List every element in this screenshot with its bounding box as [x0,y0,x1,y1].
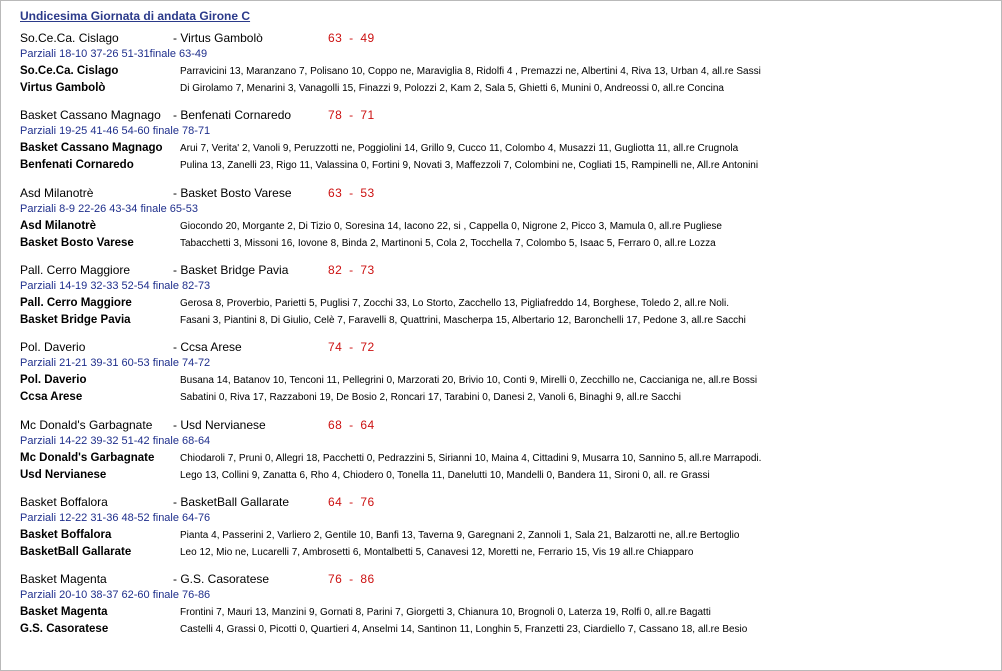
away-team-label: - Benfenati Cornaredo [173,108,292,123]
away-team-label: - G.S. Casoratese [173,572,270,587]
partial-scores: Parziali 8-9 22-26 43-34 finale 65-53 [20,202,198,215]
away-roster-team: Basket Bosto Varese [20,236,134,249]
match-score [328,418,375,432]
match-block [20,108,980,184]
partial-scores: Parziali 18-10 37-26 51-31finale 63-49 [20,48,208,60]
away-roster-team: Basket Bridge Pavia [20,313,131,326]
away-roster-players: Fasani 3, Piantini 8, Di Giulio, Celè 7, Faravelli 8, Quattrini, Mascherpa 15, Albertario 12, Baronchelli 17, Pedone 3, all.re Sacchi [180,314,746,326]
home-roster-players: Parravicini 13, Maranzano 7, Polisano 10, Coppo ne, Maraviglia 8, Ridolfi 4 , Premazzi ne, Albertini 4, Riva 13, Urban 4, all.re Sassi [180,66,761,77]
away-roster-team: Benfenati Cornaredo [20,159,134,172]
home-team-label: Mc Donald's Garbagnate [20,417,153,432]
away-score: 53 [360,185,375,200]
partial-scores: Parziali 14-19 32-33 52-54 finale 82-73 [20,279,211,292]
score-separator: - [349,262,354,277]
away-roster-players: Tabacchetti 3, Missoni 16, Iovone 8, Binda 2, Martinoni 5, Cola 2, Tocchella 7, Colombo 5, Isaac 5, Ferraro 0, all.re Lozza [180,237,716,249]
away-roster-players: Castelli 4, Grassi 0, Picotti 0, Quartieri 4, Anselmi 14, Santinon 11, Longhin 5, Franzetti 23, Ciardiello 7, Cassano 18, all.re Besio [180,624,748,636]
home-score: 74 [328,340,343,355]
score-separator: - [349,572,354,587]
home-roster-players: Chiodaroli 7, Pruni 0, Allegri 18, Pacchetti 0, Pedrazzini 5, Sirianni 10, Maina 4, Cittadini 9, Musarra 10, Sannino 5, all.re Marrapodi. [180,452,762,464]
home-score: 63 [328,185,343,200]
match-score [328,31,375,45]
home-team-label: Basket Cassano Magnago [20,108,161,123]
score-separator: - [349,108,354,123]
match-score [328,340,375,354]
home-roster-players: Pianta 4, Passerini 2, Varliero 2, Gentile 10, Banfi 13, Taverna 9, Garegnani 2, Zannoli 1, Sala 21, Balzarotti ne, all.re Bertoglio [180,529,740,541]
score-separator: - [349,417,354,432]
away-team-label: - Basket Bosto Varese [173,185,292,200]
match-block [20,263,980,339]
home-roster-players: Busana 14, Batanov 10, Tenconi 11, Pellegrini 0, Marzorati 20, Brivio 10, Conti 9, Mirelli 0, Zecchillo ne, Caccianiga ne, all.re Bossi [180,375,758,387]
partial-scores: Parziali 19-25 41-46 54-60 finale 78-71 [20,125,211,138]
home-roster-team: Basket Magenta [20,606,108,619]
home-team-label: Pol. Daverio [20,340,86,355]
away-roster-team: Virtus Gambolò [20,82,106,94]
home-score: 78 [328,108,343,123]
match-block [20,495,980,571]
home-team-label: Pall. Cerro Maggiore [20,262,131,277]
home-score: 82 [328,262,343,277]
home-roster-team: Basket Boffalora [20,528,112,541]
match-block [20,418,980,494]
home-roster-players: Arui 7, Verita' 2, Vanoli 9, Peruzzotti ne, Poggiolini 14, Grillo 9, Cucco 11, Colombo 4, Musazzi 11, Gugliotta 11, all.re Crugnola [180,143,739,155]
away-roster-players: Di Girolamo 7, Menarini 3, Vanagolli 15, Finazzi 9, Polozzi 2, Kam 2, Sala 5, Ghietti 6, Munini 0, Andreossi 0, all.re Concina [180,83,724,94]
partial-scores: Parziali 20-10 38-37 62-60 finale 76-86 [20,589,211,602]
away-team-label: - Basket Bridge Pavia [173,262,289,277]
page-title[interactable]: Undicesima Giornata di andata Girone C [20,9,251,23]
away-score: 71 [360,108,375,123]
away-roster-team: Usd Nervianese [20,468,107,481]
home-roster-team: Mc Donald's Garbagnate [20,451,155,464]
partial-scores: Parziali 21-21 39-31 60-53 finale 74-72 [20,357,211,370]
home-roster-team: Basket Cassano Magnago [20,142,163,155]
away-score: 86 [360,572,375,587]
away-team-label: - Usd Nervianese [173,417,266,432]
home-roster-players: Gerosa 8, Proverbio, Parietti 5, Puglisi 7, Zocchi 33, Lo Storto, Zacchello 13, Pigliafreddo 14, Borghese, Toledo 2, all.re Noli. [180,297,729,309]
away-score: 73 [360,262,375,277]
away-roster-team: Ccsa Arese [20,391,83,404]
match-block [20,186,980,262]
away-roster-players: Lego 13, Collini 9, Zanatta 6, Rho 4, Chiodero 0, Tonella 11, Danelutti 10, Mandelli 0, Bandera 11, Sironi 0, all. re Grassi [180,469,710,481]
home-score: 63 [328,31,343,45]
score-separator: - [349,494,354,509]
away-score: 72 [360,340,375,355]
home-roster-team: Asd Milanotrè [20,219,97,232]
home-score: 68 [328,417,343,432]
home-roster-team: Pall. Cerro Maggiore [20,296,132,309]
away-score: 76 [360,494,375,509]
home-roster-team: Pol. Daverio [20,374,87,387]
score-separator: - [349,185,354,200]
away-score: 64 [360,417,375,432]
score-separator: - [349,340,354,355]
away-roster-team: G.S. Casoratese [20,623,109,636]
match-score [328,495,375,509]
match-score [328,108,375,122]
home-team-label: Basket Magenta [20,572,107,587]
away-roster-team: BasketBall Gallarate [20,545,132,558]
home-roster-players: Frontini 7, Mauri 13, Manzini 9, Gornati 8, Parini 7, Giorgetti 3, Chianura 10, Brognoli 0, Laterza 19, Rolfi 0, all.re Bagatti [180,607,711,619]
home-roster-players: Giocondo 20, Morgante 2, Di Tizio 0, Soresina 14, Iacono 22, si , Cappella 0, Nigrone 2, Picco 3, Mamula 0, all.re Pugliese [180,220,722,232]
away-score: 49 [360,31,375,45]
match-score [328,186,375,200]
home-score: 76 [328,572,343,587]
away-roster-players: Pulina 13, Zanelli 23, Rigo 11, Valassina 0, Fortini 9, Novati 3, Maffezzoli 7, Colombini ne, Cogliati 15, Rampinelli ne, All.re Antonini [180,160,759,172]
away-team-label: - BasketBall Gallarate [173,494,290,509]
home-team-label: Asd Milanotrè [20,185,94,200]
score-separator: - [349,31,354,45]
away-team-label: - Ccsa Arese [173,340,242,355]
match-block [20,31,980,107]
match-score [328,263,375,277]
away-roster-players: Leo 12, Mio ne, Lucarelli 7, Ambrosetti 6, Montalbetti 5, Canavesi 12, Moretti ne, Ferrario 15, Vis 19 all.re Chiapparo [180,546,694,558]
home-team-label: Basket Boffalora [20,494,108,509]
partial-scores: Parziali 14-22 39-32 51-42 finale 68-64 [20,434,211,447]
home-team-label: So.Ce.Ca. Cislago [20,31,119,45]
home-score: 64 [328,494,343,509]
home-roster-team: So.Ce.Ca. Cislago [20,65,119,77]
partial-scores: Parziali 12-22 31-36 48-52 finale 64-76 [20,511,211,524]
away-team-label: - Virtus Gambolò [173,31,263,45]
match-score [328,572,375,586]
match-block [20,572,980,648]
match-block [20,340,980,416]
away-roster-players: Sabatini 0, Riva 17, Razzaboni 19, De Bosio 2, Roncari 17, Tarabini 0, Danesi 2, Vanoli 6, Binaghi 9, all.re Sacchi [180,392,682,404]
